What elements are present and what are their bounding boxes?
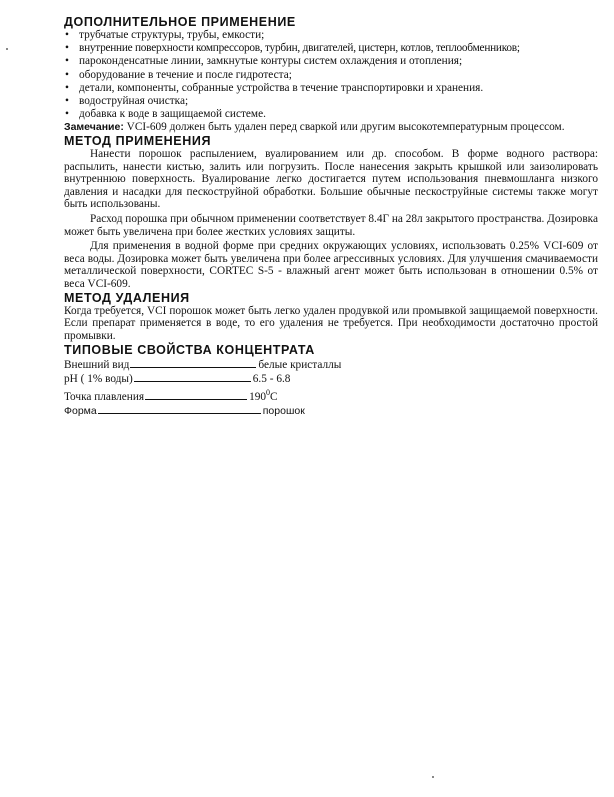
property-row (64, 372, 598, 386)
property-label: Внешний вид (64, 359, 130, 372)
list-item: • добавка к воде в защищаемой системе. (64, 108, 598, 121)
properties-list (64, 358, 598, 418)
list-item: • трубчатые структуры, трубы, емкости; (64, 29, 598, 42)
note-text: VCI-609 должен быть удален перед сваркой или другим высокотемпературным процессом. (126, 121, 565, 134)
property-value: 190 (249, 391, 267, 404)
property-value: 6.5 - 6.8 (252, 373, 291, 386)
heading-application-method: МЕТОД ПРИМЕНЕНИЯ (64, 134, 212, 149)
heading-removal-method: МЕТОД УДАЛЕНИЯ (64, 290, 190, 305)
list-item: • пароконденсатные линии, замкнутые контуры систем охлаждения и отопления; (64, 55, 598, 68)
property-row (64, 386, 598, 404)
heading-additional-use: ДОПОЛНИТЕЛЬНОЕ ПРИМЕНЕНИЕ (64, 15, 296, 29)
property-value-unit: С (270, 391, 278, 404)
method-paragraph: Для применения в водной форме при средних окружающих условиях, использовать 0.25% VCI-609 от веса воды. Дозировка может быть увеличена при более агрессивных условиях. Для улучшения смачиваемости металлической поверхности, CORTEC S-5 - влажный агент может быть использован в отношении 0.5% от веса VCI-609. (64, 240, 598, 290)
list-item: • детали, компоненты, собранные устройства в течение транспортировки и хранения. (64, 82, 598, 95)
method-paragraph: Нанести порошок распылением, вуалированием или др. способом. В форме водного раствора: распылить, нанести кистью, залить или погрузить. После нанесения закрыть крышкой или заизолировать внутреннюю поверхность. Вуалирование легко достигается путем использования пневмошланга низкого давления и насадки для пескоструйной обработки. Большие обычные пескоструйные системы также могут быть использованы. (64, 148, 598, 211)
removal-paragraph: Когда требуется, VCI порошок может быть легко удален продувкой или промывкой защищаемой поверхности. Если препарат применяется в воде, то его удаления не требуется. При необходимости достаточно простой промывки. (64, 304, 598, 342)
list-item: • внутренние поверхности компрессоров, турбин, двигателей, цистерн, котлов, теплообменников; (64, 42, 598, 55)
additional-use-list (64, 29, 598, 121)
property-row (64, 358, 598, 372)
list-item: • оборудование в течение и после гидротеста; (64, 69, 598, 82)
leader-line (130, 358, 256, 368)
leader-line (98, 404, 261, 414)
property-label: Форма (64, 405, 97, 418)
property-value: белые кристаллы (258, 359, 342, 372)
heading-typical-properties: ТИПОВЫЕ СВОЙСТВА КОНЦЕНТРАТА (64, 343, 315, 358)
property-value: порошок (262, 405, 305, 418)
scan-speck (6, 48, 8, 50)
list-item: • водоструйная очистка; (64, 95, 598, 108)
method-paragraph: Расход порошка при обычном применении соответствует 8.4Г на 28л закрытого пространства. Дозировка может быть увеличена при более жестких условиях защиты. (64, 212, 598, 238)
document-page (64, 15, 598, 418)
note-paragraph (64, 121, 598, 134)
note-label: Замечание: (64, 121, 124, 134)
leader-line (134, 372, 251, 382)
property-row (64, 404, 598, 418)
property-label: Точка плавления (64, 391, 145, 404)
scan-speck (432, 776, 434, 778)
leader-line (145, 390, 247, 400)
property-label: pH ( 1% воды) (64, 373, 133, 386)
property-value-superscript: 0 (266, 388, 271, 398)
